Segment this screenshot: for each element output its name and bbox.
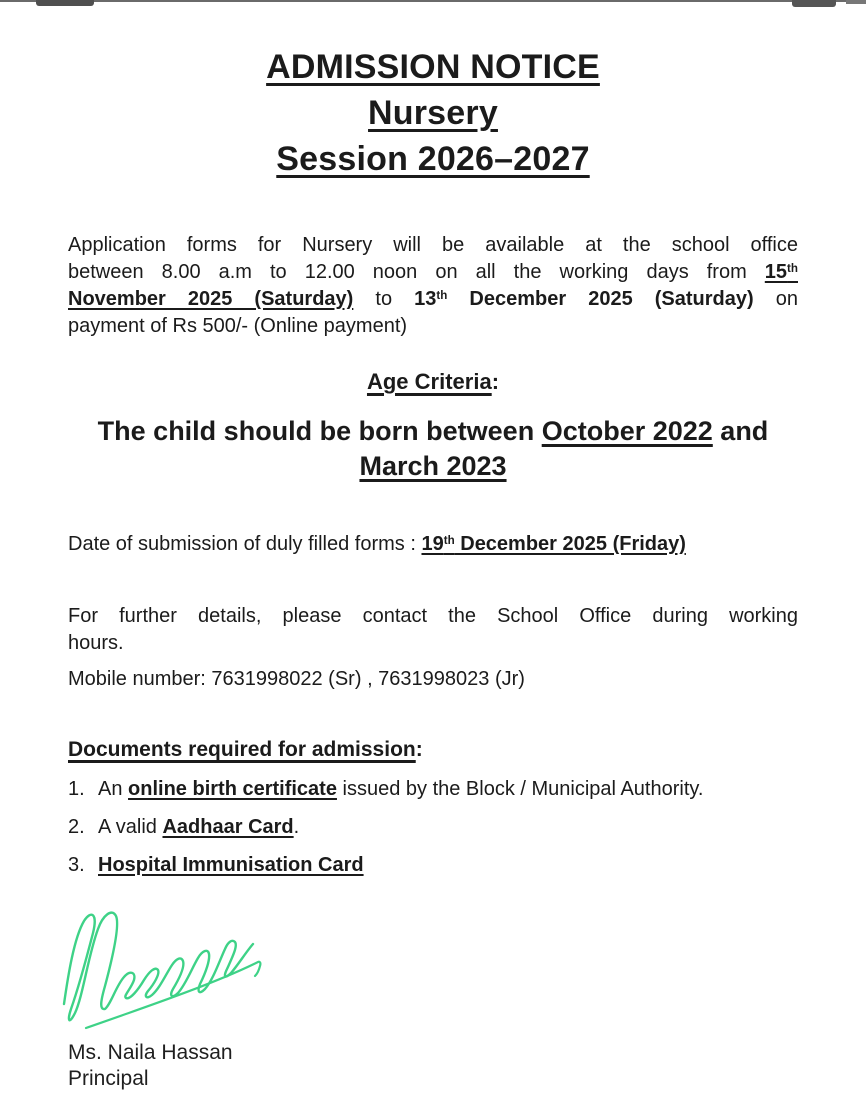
item-number: 2.	[68, 816, 85, 838]
mobile-number-line: Mobile number: 7631998022 (Sr) , 7631998023 (Jr)	[68, 668, 525, 690]
photo-edge-artifact	[0, 0, 866, 2]
title-text: Nursery	[368, 94, 498, 132]
text-line: hours.	[68, 632, 124, 654]
list-item	[68, 852, 798, 878]
intro-paragraph	[68, 232, 798, 340]
item-number: 3.	[68, 854, 85, 876]
principal-title: Principal	[68, 1067, 149, 1090]
text-line: For further details, please contact the School Office during working	[68, 605, 798, 627]
age-criteria-statement	[68, 414, 798, 484]
title-text: Session 2026–2027	[276, 140, 590, 178]
notice-content	[0, 44, 866, 1092]
item-number: 1.	[68, 778, 85, 800]
contact-paragraph	[68, 603, 798, 657]
text-line: November 2025 (Saturday) to 13th December 2025 (Saturday) on	[68, 288, 798, 310]
item-text: Hospital Immunisation Card	[98, 854, 364, 876]
photo-edge-artifact	[846, 0, 866, 4]
documents-heading: Documents required for admission:	[68, 738, 423, 761]
principal-signature-ink	[56, 900, 276, 1040]
notice-title	[68, 44, 798, 182]
photo-edge-artifact	[792, 0, 836, 7]
text-line: March 2023	[359, 451, 507, 481]
title-line-nursery	[68, 90, 798, 136]
documents-list	[68, 776, 798, 878]
title-line-session	[68, 136, 798, 182]
list-item	[68, 776, 798, 802]
principal-name: Ms. Naila Hassan	[68, 1041, 233, 1064]
age-criteria-heading: Age Criteria:	[366, 369, 500, 394]
signature-strokes	[64, 913, 260, 1028]
text-line: Application forms for Nursery will be available at the school office	[68, 234, 798, 256]
signature-block	[68, 900, 798, 1040]
item-text: A valid Aadhaar Card.	[98, 816, 300, 838]
text-line: The child should be born between October 2022 and	[97, 416, 769, 446]
text-line: between 8.00 a.m to 12.00 noon on all the working days from 15th	[68, 261, 798, 283]
list-item	[68, 814, 798, 840]
submission-date-line: Date of submission of duly filled forms : 19th December 2025 (Friday)	[68, 533, 686, 555]
title-line-admission-notice	[68, 44, 798, 90]
title-text: ADMISSION NOTICE	[266, 48, 600, 86]
item-text: An online birth certificate issued by the Block / Municipal Authority.	[98, 778, 704, 800]
text-line: payment of Rs 500/- (Online payment)	[68, 315, 408, 337]
photo-edge-artifact	[36, 0, 94, 6]
